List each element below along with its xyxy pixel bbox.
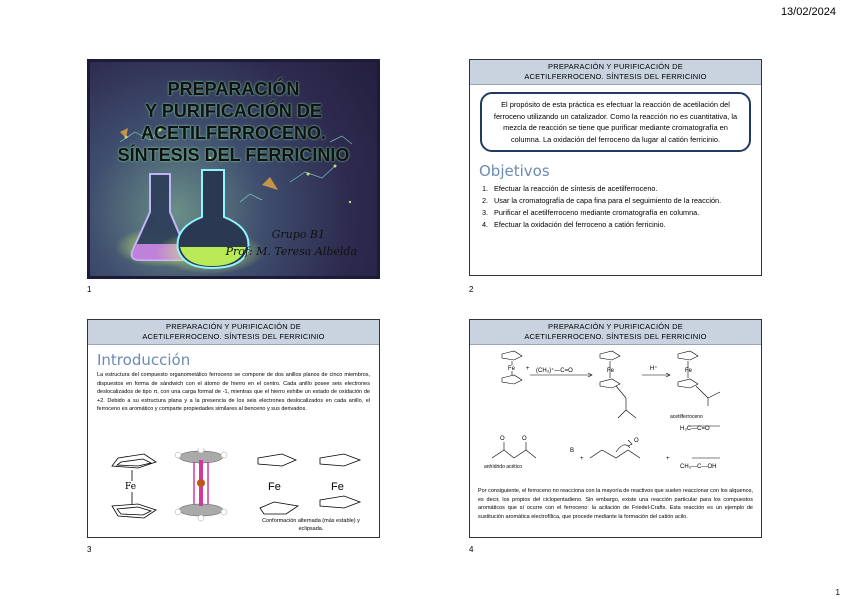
slide-1-title-text [90,78,377,166]
explanation-text: Por consiguiente, el ferroceno no reacciona con la mayoría de reactivos que suelen reaccionar con los alquenos, es decir, los propios del ciclopentadieno. Sin embargo, existe una reacción particular para los compuestos aromáticos que sí ocurre con el ferroceno: la acilación de Friedel-Crafts. Esta reacción es un ejemplo de sustitución aromática electrofílica, que procede mediante la formación del catión acilo. [478,488,753,520]
fe-label: Fe [331,481,344,493]
cp-ring-icon [600,351,620,360]
title-line: PREPARACIÓN [167,79,300,99]
fe-label: Fe [685,368,693,374]
purpose-box: El propósito de esta práctica es efectuar la reacción de acetilación del ferroceno utilizando un catalizador. Como la reacción no es cuantitativa, la mezcla de reacción se tiene que purificar mediante cromatografía en columna. La oxidación del ferroceno da lugar al catión ferricinio. [480,92,751,152]
header-line: ACETILFERROCENO. SÍNTESIS DEL FERRICINIO [524,72,707,81]
item-text: Usar la cromatografía de capa fina para el seguimiento de la reacción. [494,196,722,206]
cp-ring-icon [600,379,620,388]
print-date: 13/02/2024 [780,6,836,18]
acid-bottom-label: CH₃—C—OH [680,464,717,470]
header-line: PREPARACIÓN Y PURIFICACIÓN DE [548,322,683,331]
slide-2-objectives [469,59,762,276]
reaction-scheme-figure [470,348,761,486]
figure-caption: Conformación alternada (más estable) y eclipsada. [262,518,360,532]
plus-sign: + [580,456,584,462]
slide-header [88,320,379,345]
base-label: B [570,448,575,454]
fe-label: Fe [125,482,137,492]
cp-ring-icon [678,351,698,360]
item-number: 3. [482,208,489,218]
fe-label: Fe [508,366,516,372]
introduction-title: Introducción [97,351,191,369]
header-line: PREPARACIÓN Y PURIFICACIÓN DE [548,62,683,71]
title-line: Y PURIFICACIÓN DE [145,101,322,121]
slide-number-2: 2 [469,285,474,294]
header-line: PREPARACIÓN Y PURIFICACIÓN DE [166,322,301,331]
slide-4-reaction [469,319,762,538]
acylium-reagent: (CH₃)⁺—C=O [536,368,573,374]
header-line: ACETILFERROCENO. SÍNTESIS DEL FERRICINIO [142,332,325,341]
objectives-list [482,183,751,231]
list-item [482,219,751,231]
item-number: 1. [482,184,489,194]
o-label: O [522,436,527,442]
list-item [482,195,751,207]
item-text: Efectuar la oxidación del ferroceno a catión ferricinio. [494,220,666,230]
cp-ring-icon [502,375,522,384]
list-item [482,183,751,195]
header-line: ACETILFERROCENO. SÍNTESIS DEL FERRICINIO [524,332,707,341]
plus-sign: + [666,456,670,462]
slide-number-1: 1 [87,285,92,294]
fe-label: Fe [268,481,281,493]
slide-number-4: 4 [469,545,474,554]
objectives-title: Objetivos [479,162,550,181]
h-plus-label: H⁺ [650,366,658,372]
item-text: Efectuar la reacción de síntesis de acetilferroceno. [494,184,658,194]
o-label: O [500,436,505,442]
slide-3-introduction [87,319,380,538]
item-number: 2. [482,196,489,206]
o-label: O [634,438,639,444]
acid-top-label: H₃C—C=O [680,426,710,432]
list-item [482,207,751,219]
slide-header [470,320,761,345]
professor-label: Prof: M. Teresa Albelda [225,245,357,258]
cp-ring-icon [502,351,522,360]
introduction-text: La estructura del compuesto organometálico ferroceno se compone de dos anillos planos de cinco miembros, dispuestos en forma de sándwich con el átomo de hierro en el centro. Cada anillo posee seis electrones deslocalizados de tipo π, con una carga formal de -1, mientras que el hierro exhibe un estado de oxidación de +2. Debido a su estructura plana y a la presencia de los seis electrones deslocalizados en cada anillo, el ferroceno es aromático y comparte propiedades similares al benceno y sus derivados. [97,372,370,412]
item-text: Purificar el acetilferroceno mediante cromatografía en columna. [494,208,700,218]
slide-number-3: 3 [87,545,92,554]
fe-label: Fe [607,368,615,374]
cp-ring-icon [678,379,698,388]
reactant-label: anhídrido acético [484,464,523,470]
slide-1-title [87,59,380,279]
slide-header [470,60,761,85]
product-label: acetilferroceno [670,414,703,420]
plus-sign: + [526,366,530,372]
ferrocene-ball-stick-icon [175,448,227,521]
group-label: Grupo B1 [271,228,325,241]
page-number: 1 [835,588,840,597]
item-number: 4. [482,220,489,230]
title-line: ACETILFERROCENO. [140,123,326,143]
title-line: SÍNTESIS DEL FERRICINIO [117,145,350,165]
